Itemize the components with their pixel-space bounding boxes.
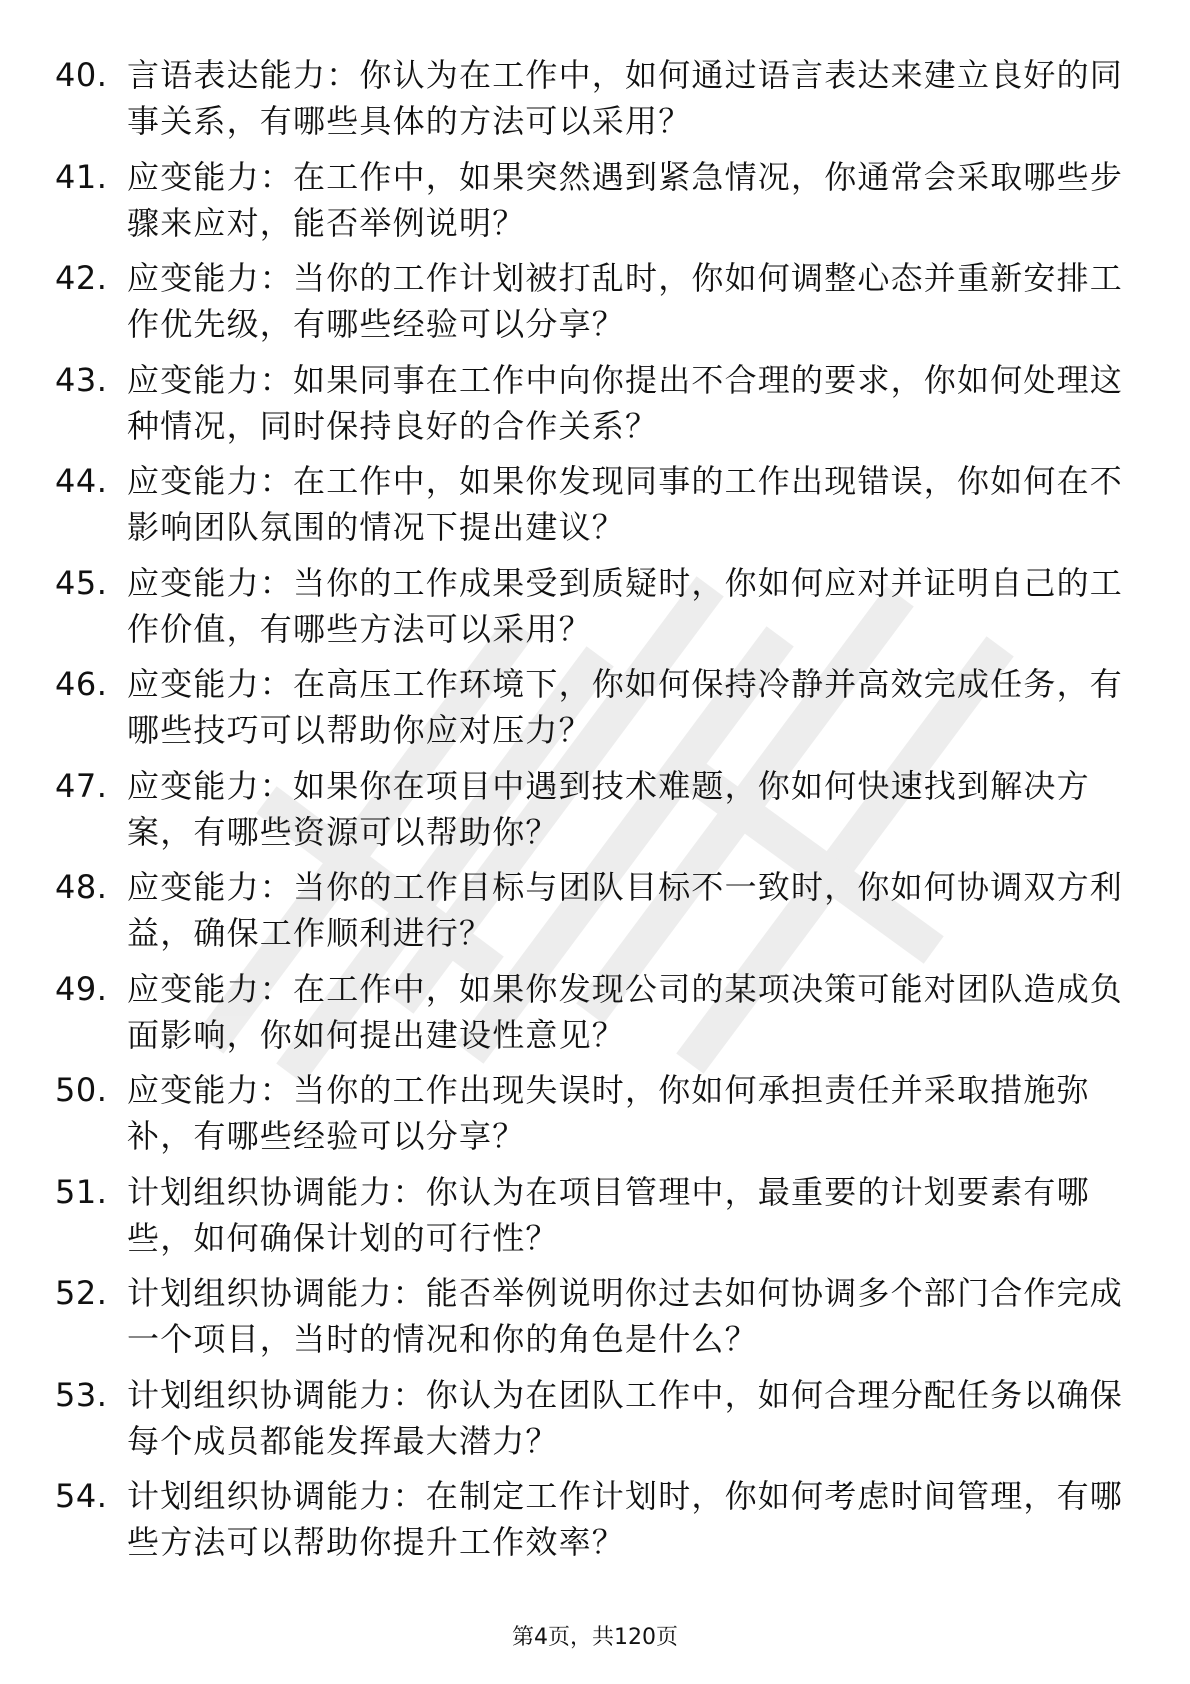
question-text: 应变能力：当你的工作计划被打乱时，你如何调整心态并重新安排工作优先级，有哪些经验可以分享？: [127, 259, 1124, 343]
question-text: 应变能力：在高压工作环境下，你如何保持冷静并高效完成任务，有哪些技巧可以帮助你应对压力？: [127, 665, 1124, 749]
page-number-footer: 第4页，共120页: [512, 1625, 678, 1650]
question-item: [55, 255, 1125, 357]
question-text: 计划组织协调能力：在制定工作计划时，你如何考虑时间管理，有哪些方法可以帮助你提升工作效率？: [127, 1477, 1124, 1561]
question-number: 41.: [55, 157, 108, 196]
question-item: [55, 52, 1125, 154]
question-item: [55, 966, 1125, 1068]
question-number: 49.: [55, 969, 108, 1008]
question-number: 42.: [55, 259, 108, 297]
question-item: [55, 763, 1125, 865]
question-item: [55, 154, 1125, 256]
question-number: 44.: [55, 462, 108, 500]
question-item: [55, 458, 1125, 560]
question-item: [55, 661, 1125, 763]
question-item: [55, 1169, 1125, 1271]
question-item: [55, 357, 1125, 459]
question-number: 46.: [55, 665, 108, 703]
question-item: [55, 864, 1125, 966]
question-text: 计划组织协调能力：你认为在项目管理中，最重要的计划要素有哪些，如何确保计划的可行性？: [127, 1172, 1090, 1257]
question-text: 应变能力：当你的工作目标与团队目标不一致时，你如何协调双方利益，确保工作顺利进行？: [127, 868, 1124, 952]
question-text: 应变能力：在工作中，如果你发现同事的工作出现错误，你如何在不影响团队氛围的情况下提出建议？: [127, 462, 1124, 546]
question-number: 40.: [55, 56, 108, 94]
question-list: [55, 52, 1125, 1575]
question-item: [55, 1270, 1125, 1372]
question-text: 应变能力：在工作中，如果突然遇到紧急情况，你通常会采取哪些步骤来应对，能否举例说明？: [127, 157, 1124, 242]
question-item: [55, 1372, 1125, 1474]
question-item: [55, 1473, 1125, 1575]
question-number: 47.: [55, 766, 108, 805]
question-number: 52.: [55, 1274, 108, 1312]
question-text: 应变能力：当你的工作成果受到质疑时，你如何应对并证明自己的工作价值，有哪些方法可以采用？: [127, 563, 1124, 648]
question-text: 应变能力：如果同事在工作中向你提出不合理的要求，你如何处理这种情况，同时保持良好的合作关系？: [127, 360, 1124, 445]
question-item: [55, 1067, 1125, 1169]
question-number: 48.: [55, 868, 108, 906]
question-number: 54.: [55, 1477, 108, 1515]
question-text: 言语表达能力：你认为在工作中，如何通过语言表达来建立良好的同事关系，有哪些具体的方法可以采用？: [127, 56, 1124, 140]
question-item: [55, 560, 1125, 662]
question-number: 51.: [55, 1172, 108, 1211]
question-text: 计划组织协调能力：能否举例说明你过去如何协调多个部门合作完成一个项目，当时的情况和你的角色是什么？: [127, 1274, 1124, 1358]
question-text: 应变能力：如果你在项目中遇到技术难题，你如何快速找到解决方案，有哪些资源可以帮助你？: [127, 766, 1090, 851]
question-text: 计划组织协调能力：你认为在团队工作中，如何合理分配任务以确保每个成员都能发挥最大潜力？: [127, 1375, 1124, 1460]
question-text: 应变能力：在工作中，如果你发现公司的某项决策可能对团队造成负面影响，你如何提出建设性意见？: [127, 969, 1124, 1054]
question-number: 50.: [55, 1071, 108, 1109]
question-number: 45.: [55, 563, 108, 602]
question-text: 应变能力：当你的工作出现失误时，你如何承担责任并采取措施弥补，有哪些经验可以分享？: [127, 1071, 1090, 1155]
question-number: 43.: [55, 360, 108, 399]
question-number: 53.: [55, 1375, 108, 1414]
